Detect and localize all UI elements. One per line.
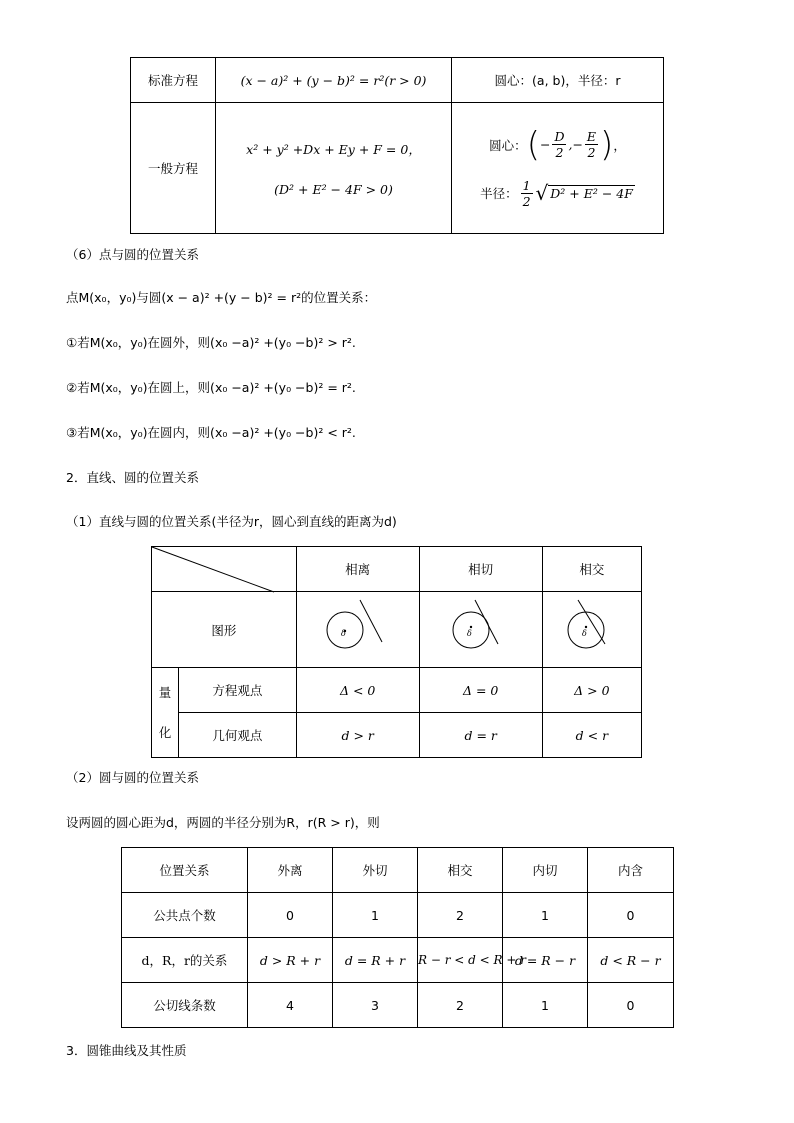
cell: d = R + r <box>333 938 418 983</box>
line-circle-subheading: （1）直线与圆的位置关系(半径为r，圆心到直线的距离为d) <box>66 514 397 529</box>
point-inside-case: ③若M(x₀，y₀)在圆内，则(x₀ −a)² +(y₀ −b)² < r². <box>66 425 356 440</box>
section-3-heading: 3．圆锥曲线及其性质 <box>66 1043 187 1058</box>
general-equation-label: 一般方程 <box>131 103 216 234</box>
cell: 1 <box>503 983 588 1028</box>
center-symbol: δ <box>581 629 587 638</box>
table-row <box>122 938 674 983</box>
cell: 1 <box>333 893 418 938</box>
circle-line-intersect-icon <box>552 598 632 658</box>
equation-view-tangent: Δ = 0 <box>419 668 542 713</box>
radius-label: 半径： <box>480 186 518 201</box>
center-symbol: δ <box>466 629 472 638</box>
radius-num: 1 <box>522 177 531 193</box>
cell: d = R − r <box>503 938 588 983</box>
sqrt-icon: √ <box>535 181 549 205</box>
radius-fraction <box>521 178 533 209</box>
cell: 4 <box>248 983 333 1028</box>
geometry-view-intersect: d < r <box>542 713 641 758</box>
figure-separate <box>296 592 419 668</box>
cell: 2 <box>418 983 503 1028</box>
cell: 0 <box>588 983 674 1028</box>
center-symbol: δ <box>340 629 346 638</box>
radius-expr: D² + E² − 4F <box>550 186 633 201</box>
circle-circle-intro: 设两圆的圆心距为d，两圆的半径分别为R，r(R > r)，则 <box>66 815 380 830</box>
circle-circle-table <box>121 847 674 1028</box>
general-equation: x² + y² +Dx + Ey + F = 0， <box>246 141 421 157</box>
center-y-den: 2 <box>587 145 596 160</box>
point-outside-case: ①若M(x₀，y₀)在圆外，则(x₀ −a)² +(y₀ −b)² > r². <box>66 335 356 350</box>
header-intersect: 相交 <box>418 848 503 893</box>
equation-view-label: 方程观点 <box>179 668 297 713</box>
cell: 0 <box>248 893 333 938</box>
cell: d > R + r <box>248 938 333 983</box>
center-x-num: D <box>554 129 565 144</box>
radius-den: 2 <box>522 193 531 209</box>
standard-equation-properties: 圆心：(a, b)，半径：r <box>452 58 664 103</box>
table-row <box>122 983 674 1028</box>
table-row <box>122 893 674 938</box>
row-label: 公共点个数 <box>122 893 248 938</box>
header-internal-tangent: 内切 <box>503 848 588 893</box>
circle-equation-table <box>130 57 664 234</box>
row-label: 公切线条数 <box>122 983 248 1028</box>
header-tangent: 相切 <box>419 547 542 592</box>
center-y-num: E <box>586 129 597 144</box>
quantify-char-2: 化 <box>158 724 172 740</box>
table-row <box>122 848 674 893</box>
point-on-case: ②若M(x₀，y₀)在圆上，则(x₀ −a)² +(y₀ −b)² = r². <box>66 380 356 395</box>
circle-line-separate-icon <box>318 598 398 658</box>
center-x-fraction <box>552 129 566 160</box>
general-equation-cell <box>216 103 452 234</box>
diagonal-line <box>152 547 274 592</box>
header-relation: 位置关系 <box>122 848 248 893</box>
header-external-tangent: 外切 <box>333 848 418 893</box>
figure-label: 图形 <box>152 592 297 668</box>
section-6-heading: （6）点与圆的位置关系 <box>66 247 199 262</box>
line-circle-table <box>151 546 642 758</box>
cell: R − r < d < R + r <box>418 938 503 983</box>
point-circle-intro: 点M(x₀，y₀)与圆(x − a)² +(y − b)² = r²的位置关系： <box>66 290 377 305</box>
figure-tangent <box>419 592 542 668</box>
row-label: d，R，r的关系 <box>122 938 248 983</box>
equation-view-separate: Δ < 0 <box>296 668 419 713</box>
geometry-view-label: 几何观点 <box>179 713 297 758</box>
geometry-view-tangent: d = r <box>419 713 542 758</box>
general-center: 圆心： ( − $\frac{D}{2}$ ,− $\frac{E}{2}$ ) ， <box>489 124 626 165</box>
circle-circle-subheading: （2）圆与圆的位置关系 <box>66 770 199 785</box>
cell: 2 <box>418 893 503 938</box>
general-equation-condition: (D² + E² − 4F > 0) <box>274 181 393 197</box>
standard-equation: (x − a)² + (y − b)² = r²(r > 0) <box>216 58 452 103</box>
cell: 3 <box>333 983 418 1028</box>
center-label: 圆心： <box>489 137 527 153</box>
cell: 1 <box>503 893 588 938</box>
center-y-fraction <box>585 129 598 160</box>
header-external-separate: 外离 <box>248 848 333 893</box>
quantify-label <box>152 668 179 758</box>
header-contained: 内含 <box>588 848 674 893</box>
cell: d < R − r <box>588 938 674 983</box>
header-intersect: 相交 <box>542 547 641 592</box>
diagonal-header-cell <box>152 547 297 592</box>
general-equation-properties <box>452 103 664 234</box>
geometry-view-separate: d > r <box>296 713 419 758</box>
quantify-char-1: 量 <box>158 684 172 700</box>
equation-view-intersect: Δ > 0 <box>542 668 641 713</box>
general-radius <box>452 178 663 209</box>
circle-line-tangent-icon <box>441 598 521 658</box>
header-separate: 相离 <box>296 547 419 592</box>
cell: 0 <box>588 893 674 938</box>
standard-equation-label: 标准方程 <box>131 58 216 103</box>
figure-intersect <box>542 592 641 668</box>
center-x-den: 2 <box>555 145 564 160</box>
section-2-heading: 2．直线、圆的位置关系 <box>66 470 199 485</box>
